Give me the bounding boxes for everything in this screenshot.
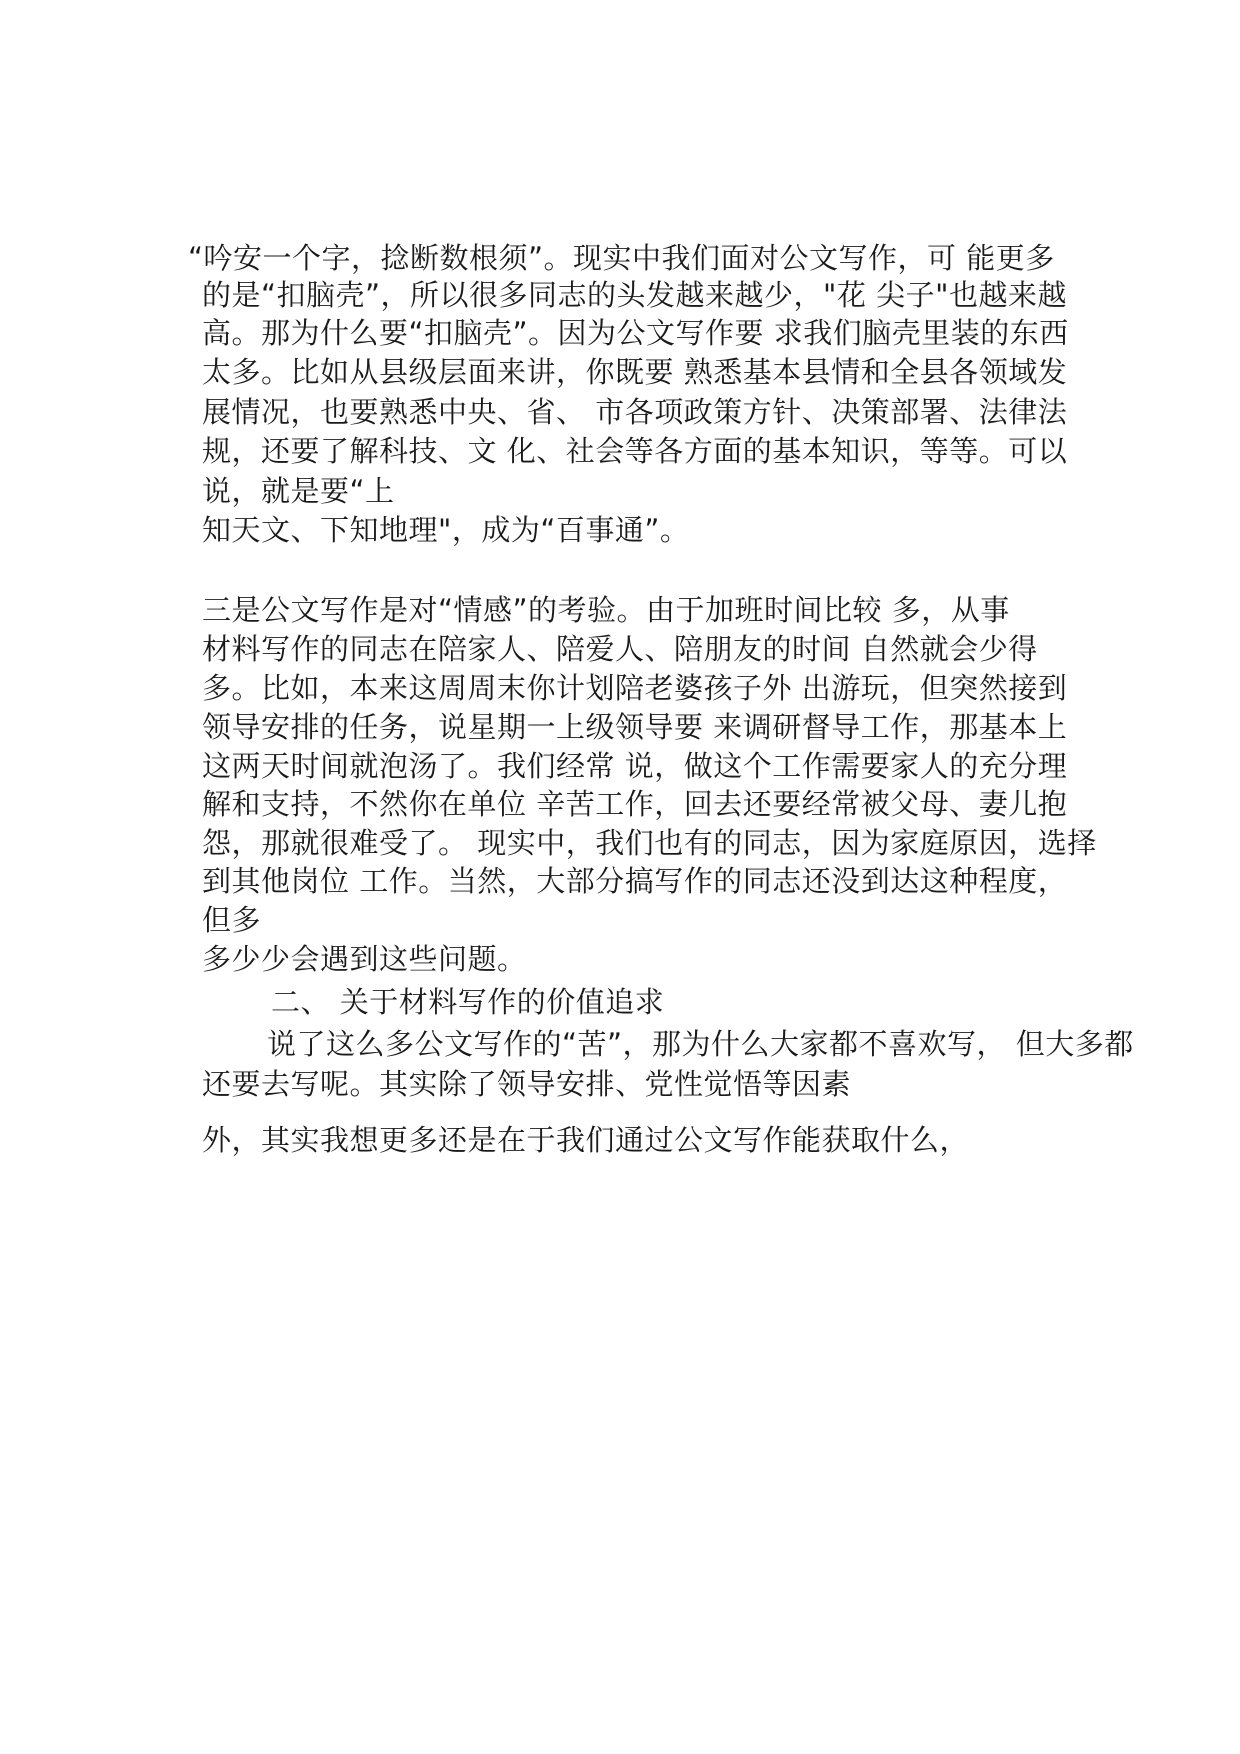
text-line-4: 太多。比如从县级层面来讲，你既要 熟悉基本县情和全县各领域发: [202, 355, 1068, 389]
text-line-21: 外，其实我想更多还是在于我们通过公文写作能获取什么，: [202, 1123, 970, 1157]
text-line-1: “吟安一个字，捻断数根须”。现实中我们面对公文写作，可 能更多: [188, 241, 1055, 275]
text-line-8: 知天文、下知地理"，成为“百事通”。: [202, 513, 690, 547]
section-heading: 二、 关于材料写作的价值追求: [271, 985, 665, 1019]
text-line-13: 这两天时间就泡汤了。我们经常 说，做这个工作需要家人的充分理: [202, 749, 1068, 783]
text-line-12: 领导安排的任务，说星期一上级领导要 来调研督导工作，那基本上: [202, 710, 1068, 744]
text-line-6: 规，还要了解科技、文 化、社会等各方面的基本知识，等等。可以: [202, 434, 1068, 468]
text-line-17: 但多: [202, 903, 262, 937]
text-line-14: 解和支持，不然你在单位 辛苦工作，回去还要经常被父母、妻儿抱: [202, 787, 1068, 821]
text-line-18: 多少少会遇到这些问题。: [202, 942, 527, 976]
text-line-16: 到其他岗位 工作。当然，大部分搞写作的同志还没到达这种程度，: [202, 864, 1068, 898]
text-line-15: 怨，那就很难受了。 现实中，我们也有的同志，因为家庭原因，选择: [202, 826, 1097, 860]
text-line-10: 材料写作的同志在陪家人、陪爱人、陪朋友的时间 自然就会少得: [202, 632, 1038, 666]
text-line-5: 展情况，也要熟悉中央、省、 市各项政策方针、决策部署、法律法: [202, 395, 1068, 429]
text-line-2: 的是“扣脑壳”，所以很多同志的头发越来越少，"花 尖子"也越来越: [202, 278, 1067, 312]
text-line-3: 高。那为什么要“扣脑壳”。因为公文写作要 求我们脑壳里装的东西: [202, 316, 1069, 350]
text-line-11: 多。比如，本来这周周末你计划陪老婆孩子外 出游玩，但突然接到: [202, 671, 1068, 705]
text-line-20: 还要去写呢。其实除了领导安排、党性觉悟等因素: [202, 1067, 852, 1101]
text-line-19: 说了这么多公文写作的“苦”，那为什么大家都不喜欢写， 但大多都: [267, 1027, 1134, 1061]
text-line-7: 说，就是要“上: [202, 474, 395, 508]
text-line-9: 三是公文写作是对“情感”的考验。由于加班时间比较 多，从事: [202, 593, 1010, 627]
